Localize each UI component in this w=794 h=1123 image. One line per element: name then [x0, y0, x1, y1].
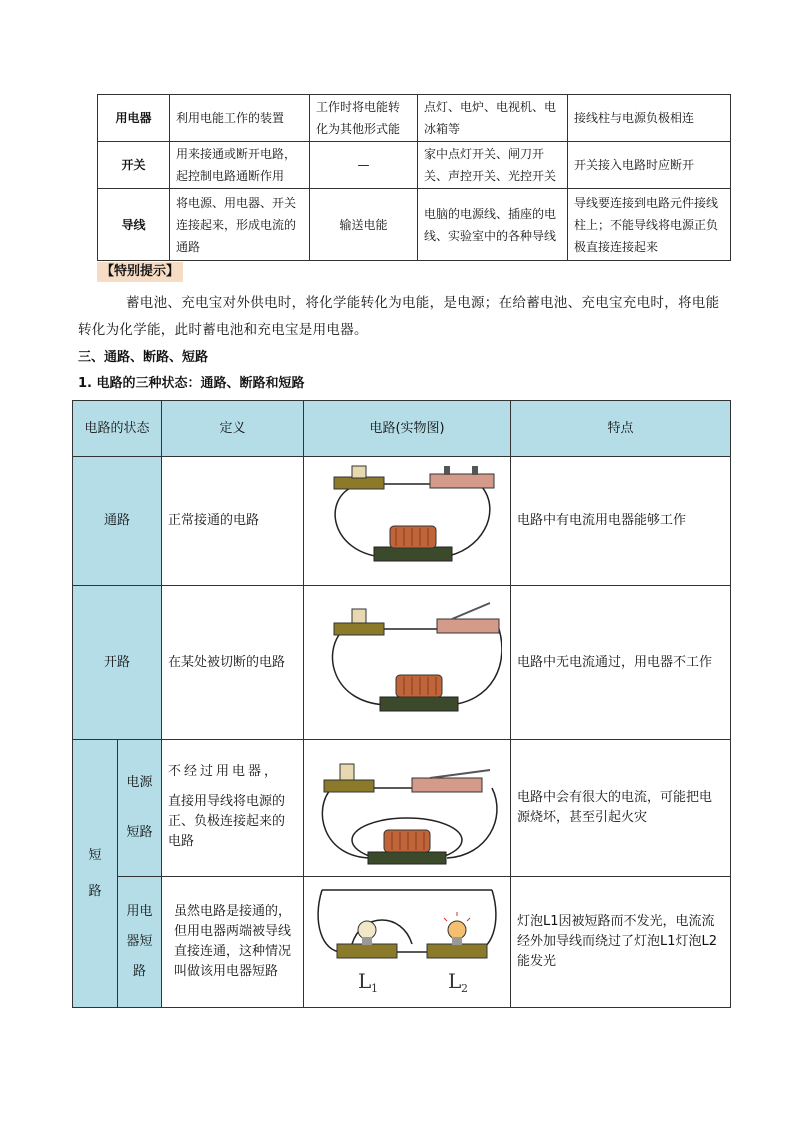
table-row — [98, 189, 731, 261]
tip-tag: 【特别提示】 — [97, 262, 183, 282]
table-row — [73, 586, 731, 740]
state-feature: 电路中有电流用电器能够工作 — [511, 457, 731, 586]
header-feature: 特点 — [511, 401, 731, 457]
subsection-heading: 1. 电路的三种状态：通路、断路和短路 — [78, 376, 305, 391]
state-feature: 电路中会有很大的电流，可能把电源烧坏，甚至引起火灾 — [511, 740, 731, 877]
table-row — [73, 877, 731, 1008]
source-short-diagram — [304, 740, 511, 877]
tip-paragraph: 蓄电池、充电宝对外供电时，将化学能转化为电能，是电源；在给蓄电池、充电宝充电时，将电能转化为化学能，此时蓄电池和充电宝是用电器。 — [78, 295, 720, 338]
state-label: 开路 — [73, 586, 162, 740]
component-note: 接线柱与电源负极相连 — [568, 95, 731, 142]
state-definition: 在某处被切断的电路 — [162, 586, 304, 740]
state-definition: 正常接通的电路 — [162, 457, 304, 586]
component-func: 工作时将电能转化为其他形式能 — [310, 95, 418, 142]
state-feature: 电路中无电流通过，用电器不工作 — [511, 586, 731, 740]
component-func: — — [310, 142, 418, 189]
state-definition: 虽然电路是接通的，但用电器两端被导线直接连通，这种情况叫做该用电器短路 — [162, 877, 304, 1008]
short-group-label: 短路 — [73, 740, 118, 1008]
component-examples: 点灯、电炉、电视机、电冰箱等 — [418, 95, 568, 142]
component-name: 用电器 — [98, 95, 170, 142]
component-desc: 利用电能工作的装置 — [170, 95, 310, 142]
source-short-label: 电源 短路 — [118, 740, 162, 877]
component-examples: 家中点灯开关、闸刀开关、声控开关、光控开关 — [418, 142, 568, 189]
open-circuit-diagram — [304, 586, 511, 740]
component-table — [97, 94, 731, 261]
header-definition: 定义 — [162, 401, 304, 457]
table-row — [98, 142, 731, 189]
device-short-label: 用电器短路 — [118, 877, 162, 1008]
closed-circuit-diagram — [304, 457, 511, 586]
state-label: 通路 — [73, 457, 162, 586]
component-note: 开关接入电路时应断开 — [568, 142, 731, 189]
circuit-state-table — [72, 400, 731, 1008]
device-short-diagram — [304, 877, 511, 1008]
component-name: 导线 — [98, 189, 170, 261]
header-diagram: 电路(实物图) — [304, 401, 511, 457]
component-examples: 电脑的电源线、插座的电线、实验室中的各种导线 — [418, 189, 568, 261]
table-row — [98, 95, 731, 142]
table-row — [73, 457, 731, 586]
component-name: 开关 — [98, 142, 170, 189]
table-header-row — [73, 401, 731, 457]
component-desc: 将电源、用电器、开关连接起来，形成电流的通路 — [170, 189, 310, 261]
section-heading: 三、通路、断路、短路 — [78, 350, 209, 365]
state-definition: 不经过用电器， 直接用导线将电源的正、负极连接起来的电路 — [162, 740, 304, 877]
label-l1: L — [358, 969, 372, 993]
component-note: 导线要连接到电路元件接线柱上；不能导线将电源正负极直接连接起来 — [568, 189, 731, 261]
header-state: 电路的状态 — [73, 401, 162, 457]
label-l2: L — [448, 969, 462, 993]
state-feature: 灯泡L1因被短路而不发光，电流流经外加导线而绕过了灯泡L1灯泡L2能发光 — [511, 877, 731, 1008]
label-l1-sub: 1 — [371, 982, 379, 995]
label-l2-sub: 2 — [461, 982, 469, 995]
component-desc: 用来接通或断开电路，起控制电路通断作用 — [170, 142, 310, 189]
table-row — [73, 740, 731, 877]
component-func: 输送电能 — [310, 189, 418, 261]
